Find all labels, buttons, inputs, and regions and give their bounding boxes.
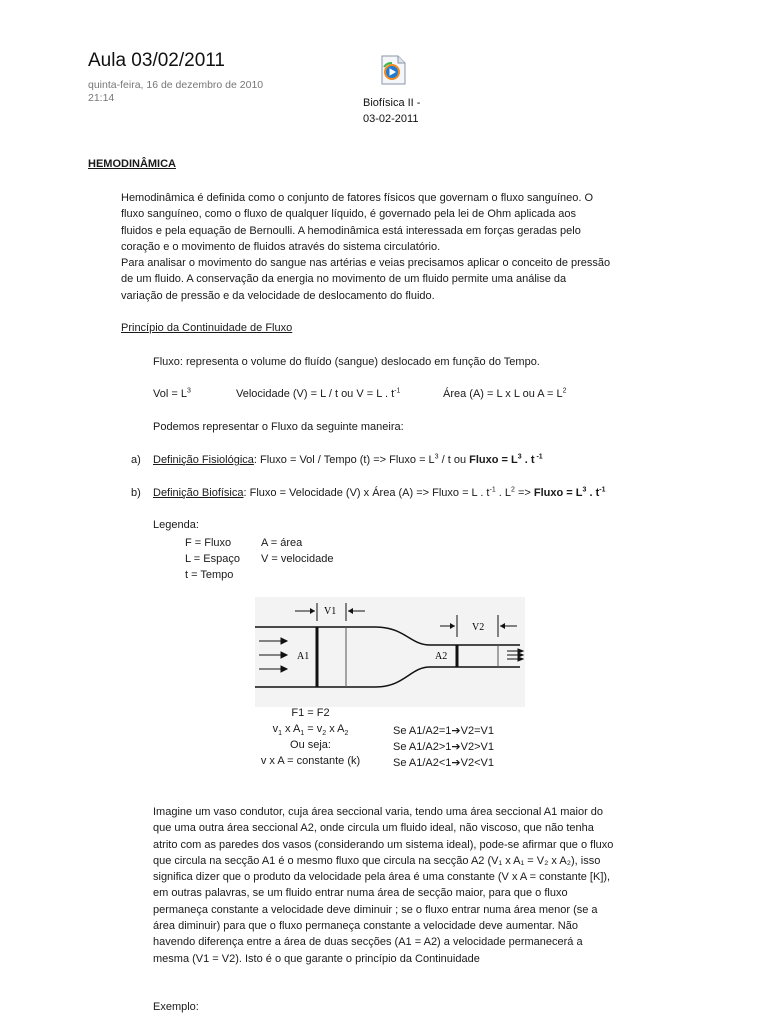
explanation-line: área diminuir) para que o fluxo permaneça constante a velocidade deve aumentar. Não: [153, 920, 578, 933]
explanation-line: Imagine um vaso condutor, cuja área seccional varia, tendo uma área seccional A1 maior do: [153, 806, 604, 818]
flux-definition: Fluxo: representa o volume do fluído (sangue) deslocado em função do Tempo.: [153, 356, 540, 368]
legend-row: L = Espaço V = velocidade: [185, 553, 334, 565]
page-date: quinta-feira, 16 de dezembro de 2010: [88, 79, 264, 91]
intro-line: coração e o movimento de fluidos através do sistema circulatório.: [121, 240, 441, 253]
explanation-paragraph: [153, 804, 673, 967]
intro-line: fluxo sanguíneo, como o fluxo de qualquer líquido, é governado pela lei de Ohm aplicada aos: [121, 208, 576, 221]
equation-line: v x A = constante (k): [260, 755, 361, 767]
explanation-line: permaneça constante a velocidade deve diminuir ; se o fluxo entrar numa área menor (se a: [153, 903, 598, 916]
a2-label: A2: [435, 651, 448, 662]
explanation-line: que uma outra área seccional A2, onde circula um fluido ideal, não viscoso, que não tenha: [153, 822, 594, 835]
legend-row: F = Fluxo A = área: [185, 537, 303, 549]
intro-line: Para analisar o movimento do sangue nas artérias e veias precisamos aplicar o conceito de pressão: [121, 257, 611, 270]
equation-line: $v_1$ x $A_1 = v_2$ x $A_2$: [272, 723, 349, 738]
page-timestamp: [88, 79, 288, 105]
intro-line: de um fluido. A conservação da energia no movimento de um fluido permite uma análise da: [121, 273, 567, 286]
principle-heading: Princípio da Continuidade de Fluxo: [121, 322, 293, 334]
equation-line: Ou seja:: [290, 739, 331, 751]
formula-velocity: Velocidade (V) = L / t ou V = L . $t^{-1}$: [236, 387, 401, 400]
ratio-cases: [393, 723, 494, 771]
explanation-line: mesma (V1 = V2). Isto é o que garante o princípio da Continuidade: [153, 952, 480, 965]
intro-line: variação de pressão e da velocidade de deslocamento do fluido.: [121, 289, 435, 302]
represent-text: Podemos representar o Fluxo da seguinte maneira:: [153, 421, 404, 433]
example-heading: Exemplo:: [153, 1001, 199, 1013]
continuity-equations: [248, 705, 373, 769]
media-file-icon[interactable]: [379, 55, 407, 85]
attachment-label[interactable]: [363, 95, 420, 127]
page-title: Aula 03/02/2011: [88, 50, 225, 71]
explanation-line: havendo diferença entre a área de duas secções (A1 = A2) a velocidade permanecerá a: [153, 936, 583, 949]
formula-area: Área (A) = L x L ou $A = L^2$: [443, 387, 567, 400]
explanation-line: atrito com as paredes dos vasos (considerando um sistema ideal), pode-se afirmar que o fluxo: [153, 838, 614, 851]
legend-row: t = Tempo: [185, 569, 234, 581]
def-a-physiological: Definição Fisiológica: Fluxo = Vol / Tempo (t) => Fluxo = $L^3$ / t ou Fluxo = $L^3$ . t $^{-1}$: [153, 453, 543, 466]
a1-label: A1: [297, 651, 310, 662]
intro-line: Hemodinâmica é definida como o conjunto de fatores físicos que governam o fluxo sanguíneo. O: [121, 192, 594, 204]
section-heading: HEMODINÂMICA: [88, 158, 176, 170]
explanation-line: significa dizer que o produto da velocidade pela área é uma constante (V x A = constante [K]),: [153, 871, 611, 884]
attachment-label-line1: Biofísica II -: [363, 97, 421, 109]
legend-title: Legenda:: [153, 519, 199, 531]
def-a-marker: a): [131, 454, 141, 466]
def-b-marker: b): [131, 487, 141, 499]
intro-line: fluidos e pela equação de Bernoulli. A hemodinâmica está interessada em forças geradas pelo: [121, 224, 581, 237]
page-time: 21:14: [88, 92, 115, 104]
attachment-label-line2: 03-02-2011: [363, 113, 419, 125]
equation-line: F1 = F2: [291, 707, 330, 719]
case-line: Se A1/A2<1➔V2<V1: [393, 757, 494, 769]
continuity-diagram: [255, 597, 525, 707]
def-b-biophysical: Definição Biofísica: Fluxo = Velocidade (V) x Área (A) => Fluxo = L . $t^{-1}$ . $L^2$ => Fluxo = $L^3$ . $t^{-1}$: [153, 486, 606, 499]
v1-label: V1: [324, 606, 337, 617]
v2-label: V2: [472, 622, 485, 633]
case-line: Se A1/A2=1➔V2=V1: [393, 725, 494, 737]
formula-volume: Vol = $L^3$: [153, 387, 191, 400]
explanation-line: que circula na secção A1 é o mesmo fluxo que circula na secção A2 (V₁ x A₁ = V₂ x A₂), isso: [153, 854, 601, 867]
case-line: Se A1/A2>1➔V2>V1: [393, 741, 494, 753]
legend-table: [185, 535, 333, 583]
intro-paragraph: [121, 190, 681, 304]
explanation-line: em outras palavras, se um fluido entrar numa área de secção maior, para que o fluxo: [153, 887, 568, 900]
